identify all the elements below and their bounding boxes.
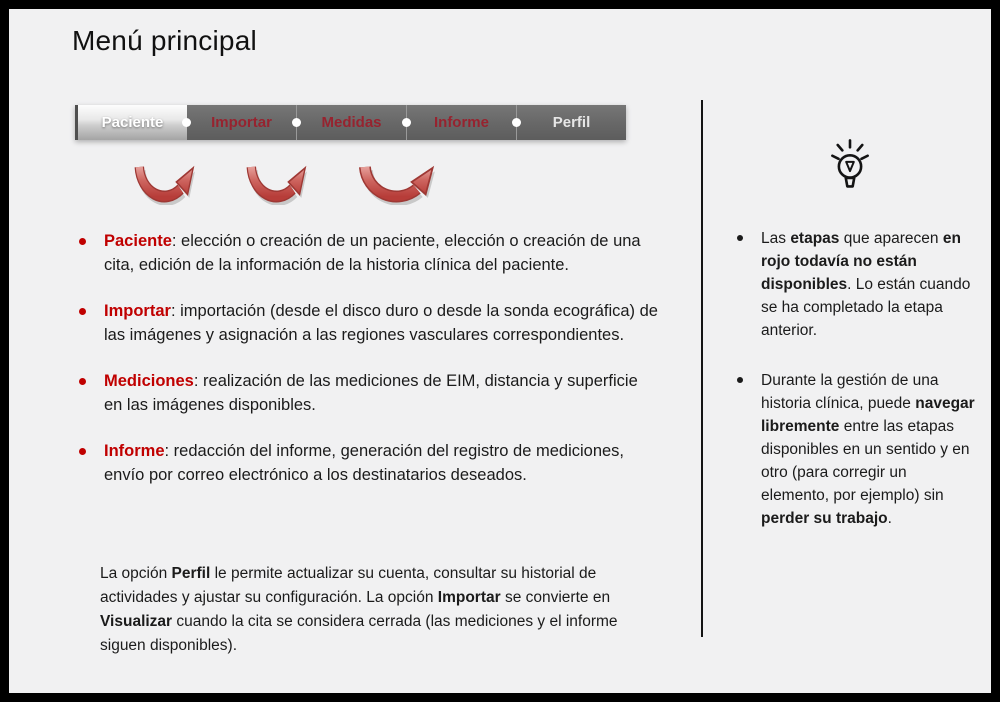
menu-tab[interactable] (406, 105, 516, 140)
step-list (75, 230, 659, 510)
menu-tab[interactable] (78, 105, 187, 140)
step-item (75, 230, 659, 277)
menu-tab[interactable] (516, 105, 626, 140)
tip-item: Durante la gestión de una historia clínica, puede navegar libremente entre las etapas disponibles en un sentido y en otro (para corregir un elemento, por ejemplo) sin perder su trabajo. (723, 369, 977, 530)
step-description: : realización de las mediciones de EIM, distancia y superficie en las imágenes disponibles. (104, 372, 638, 414)
step-item (75, 370, 659, 417)
menu-tab[interactable] (296, 105, 406, 140)
tips-sidebar (723, 137, 977, 557)
lightbulb-icon (827, 137, 873, 199)
step-description: : importación (desde el disco duro o desde la sonda ecográfica) de las imágenes y asignación a las regiones vasculares correspondientes. (104, 302, 658, 344)
tip-item: Las etapas que aparecen en rojo todavía no están disponibles. Lo están cuando se ha completado la etapa anterior. (723, 227, 977, 342)
curved-arrow-icon (245, 159, 315, 205)
menu-tab-label: Informe (433, 114, 489, 131)
step-description: : elección o creación de un paciente, elección o creación de una cita, edición de la información de la historia clínica del paciente. (104, 232, 641, 274)
step-term: Importar (104, 302, 171, 320)
menu-bar (75, 105, 626, 140)
menu-tab-label: Importar (211, 114, 272, 131)
step-term: Informe (104, 442, 165, 460)
menu-tab[interactable] (187, 105, 296, 140)
vertical-divider (701, 100, 703, 637)
step-item (75, 440, 659, 487)
step-term: Paciente (104, 232, 172, 250)
curved-arrow-icon (357, 159, 445, 205)
curved-arrow-icon (133, 159, 203, 205)
menu-tab-label: Paciente (101, 114, 164, 131)
step-term: Mediciones (104, 372, 194, 390)
step-description: : redacción del informe, generación del registro de mediciones, envío por correo electrónico a los destinatarios deseados. (104, 442, 625, 484)
lightbulb-wrap (723, 137, 977, 199)
menu-tab-label: Medidas (321, 114, 382, 131)
page-title: Menú principal (72, 25, 257, 56)
tip-list (723, 227, 977, 530)
menu-tab-label: Perfil (552, 114, 591, 131)
profile-note: La opción Perfil le permite actualizar su cuenta, consultar su historial de actividades y ajustar su configuración. La opción Importar se convierte en Visualizar cuando la cita se considera cerrada (las mediciones y el informe siguen disponibles). (100, 565, 618, 654)
step-item (75, 300, 659, 347)
